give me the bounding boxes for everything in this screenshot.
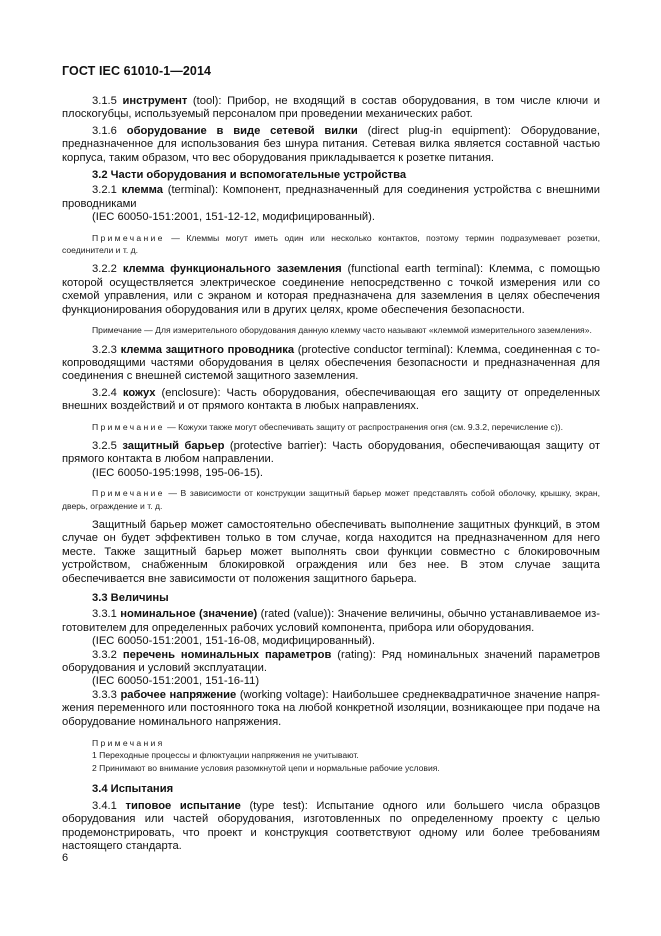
clause-number: 3.2.5 <box>92 439 117 452</box>
note-3-2-2 <box>62 324 600 336</box>
clause-term: защитный барьер <box>122 439 225 452</box>
clause-term: типовое испытание <box>125 799 241 812</box>
document-body <box>62 95 600 853</box>
clause-number: 3.2.3 <box>92 343 117 356</box>
clause-text: (terminal): Компонент, предназначенный для соединения устройства с внешними проводниками <box>62 184 600 210</box>
clause-3-3-3 <box>62 689 600 729</box>
clause-text: (functional earth terminal): Клемма, с помощью которой осуществляется электрическое соединение непосредственно с точкой измерения или со схемой управления, или с экраном и которая предназначена для заземления в целях обеспечения функционирования оборудования или в других целях, кроме обеспечения безопасности. <box>62 263 601 316</box>
page-number: 6 <box>62 852 69 864</box>
clause-text: (protective conductor terminal): Клемма, соединенная с токопроводящими частями оборудования в целях обеспечения безопасности и предназначенная для соединения с внешней системой защитного заземления. <box>62 343 600 383</box>
note-label: Примечание <box>92 488 165 499</box>
clause-term: кожух <box>122 386 156 399</box>
clause-3-2-4 <box>62 387 600 414</box>
clause-text: (type test): Испытание одного или большего числа образцов оборудования или частей оборудования, изготовленных по определенному проекту с целью продемонстрировать, что проект и конструкция соответствуют одному или более требованиям настоящего стандарта. <box>62 799 601 852</box>
clause-number: 3.1.6 <box>92 124 117 137</box>
clause-term: перечень номинальных параметров <box>122 648 332 661</box>
note-label: Примечание <box>92 421 165 432</box>
clause-number: 3.4.1 <box>92 799 117 812</box>
clause-3-1-5 <box>62 95 600 122</box>
note-label: Примечание <box>92 325 142 336</box>
clause-reference: (IEC 60050-151:2001, 151-16-08, модифицированный). <box>92 635 375 648</box>
clause-3-1-6 <box>62 125 600 165</box>
clause-text: (rating): Ряд номинальных значений параметров оборудования и условий эксплуатации. <box>62 648 601 675</box>
clause-number: 3.3.2 <box>92 648 117 661</box>
note-3-2-1 <box>62 232 600 257</box>
clause-term: инструмент <box>122 95 188 107</box>
notes-3-3-3 <box>62 737 600 774</box>
clause-reference: (IEC 60050-151:2001, 151-12-12, модифицированный). <box>92 211 375 224</box>
clause-3-4-1 <box>62 800 600 854</box>
section-3-4-heading: 3.4 Испытания <box>92 783 174 796</box>
clause-number: 3.2.2 <box>92 263 117 276</box>
clause-term: номинальное (значение) <box>120 608 258 621</box>
clause-3-3-2 <box>62 649 600 676</box>
note-text: — В зависимости от конструкции защитный барьер может представлять собой оболочку, крышку, экран, дверь, ограждение и т. д. <box>62 488 600 511</box>
note-3-2-5 <box>62 487 600 512</box>
clause-term: клемма функционального заземления <box>122 263 342 276</box>
clause-3-2-2 <box>62 263 600 317</box>
clause-3-2-1 <box>62 184 600 211</box>
clause-number: 3.3.1 <box>92 608 117 621</box>
note-item: 2 Принимают во внимание условия разомкнутой цепи и нормальные рабочие условия. <box>92 762 440 773</box>
notes-label: Примечания <box>92 738 165 749</box>
clause-term: оборудование в виде сетевой вилки <box>126 124 358 137</box>
clause-text: (working voltage): Наибольшее среднеквадратичное значение напряжения переменного или постоянного тока на любой конкретной изоляции, возникающее при подаче на оборудование номинального напряжения. <box>62 688 601 728</box>
clause-3-3-1 <box>62 608 600 635</box>
document-header: ГОСТ IEC 61010-1—2014 <box>62 64 212 78</box>
note-text: — Клеммы могут иметь один или несколько контактов, поэтому термин подразумевает розетки, соединители и т. д. <box>62 232 600 256</box>
clause-number: 3.2.4 <box>92 386 117 399</box>
paragraph-protective-barrier: Защитный барьер может самостоятельно обеспечивать выполнение защитных функций, в этом случае он будет эффективен только в том случае, когда находится на предназначенном для него месте. Также защитный барьер может выполнять свои функции совместно с блокировочным устройством, снабженным блокировкой ограждения или без нее. В этом случае защита обеспечивается вне зависимости от положения защитного барьера. <box>62 518 600 585</box>
clause-text: (direct plug-in equipment): Оборудование, предназначенное для использования без шнура питания. Сетевая вилка является составной частью корпуса, таким образом, что вес оборудования прикладывается к розетке питания. <box>62 124 600 164</box>
clause-number: 3.3.3 <box>92 688 117 701</box>
clause-text: (tool): Прибор, не входящий в состав оборудования, в том числе ключи и плоскогубцы, используемый персоналом при проведении механических работ. <box>62 95 601 121</box>
clause-text: (enclosure): Часть оборудования, обеспечивающая его защиту от определенных внешних воздействий и от прямого контакта в любых направлениях. <box>62 386 601 413</box>
clause-3-2-5 <box>62 440 600 467</box>
note-text: — Кожухи также могут обеспечивать защиту от распространения огня (см. 9.3.2, перечисление с)). <box>164 421 563 432</box>
clause-term: рабочее напряжение <box>120 688 237 701</box>
clause-text: (protective barrier): Часть оборудования, обеспечивающая защиту от прямого контакта в любом направлении. <box>62 439 600 466</box>
section-3-2-heading: 3.2 Части оборудования и вспомогательные устройства <box>92 169 407 182</box>
clause-number: 3.2.1 <box>92 184 117 197</box>
clause-3-2-3 <box>62 344 600 384</box>
clause-number: 3.1.5 <box>92 95 117 107</box>
note-text: — Для измерительного оборудования данную клемму часто называют «клеммой измерительного заземления». <box>141 325 592 336</box>
clause-term: клемма защитного проводника <box>120 343 295 356</box>
note-label: Примечание <box>92 232 165 243</box>
note-item: 1 Переходные процессы и флюктуации напряжения не учитывают. <box>92 750 359 761</box>
note-3-2-4 <box>62 421 600 433</box>
clause-text: (rated (value)): Значение величины, обычно устанавливаемое изготовителем для определенных рабочих условий компонента, прибора или оборудования. <box>62 608 600 634</box>
section-3-3-heading: 3.3 Величины <box>92 592 169 604</box>
clause-term: клемма <box>121 184 164 197</box>
clause-reference: (IEC 60050-195:1998, 195-06-15). <box>92 466 264 479</box>
clause-reference: (IEC 60050-151:2001, 151-16-11) <box>92 675 260 688</box>
